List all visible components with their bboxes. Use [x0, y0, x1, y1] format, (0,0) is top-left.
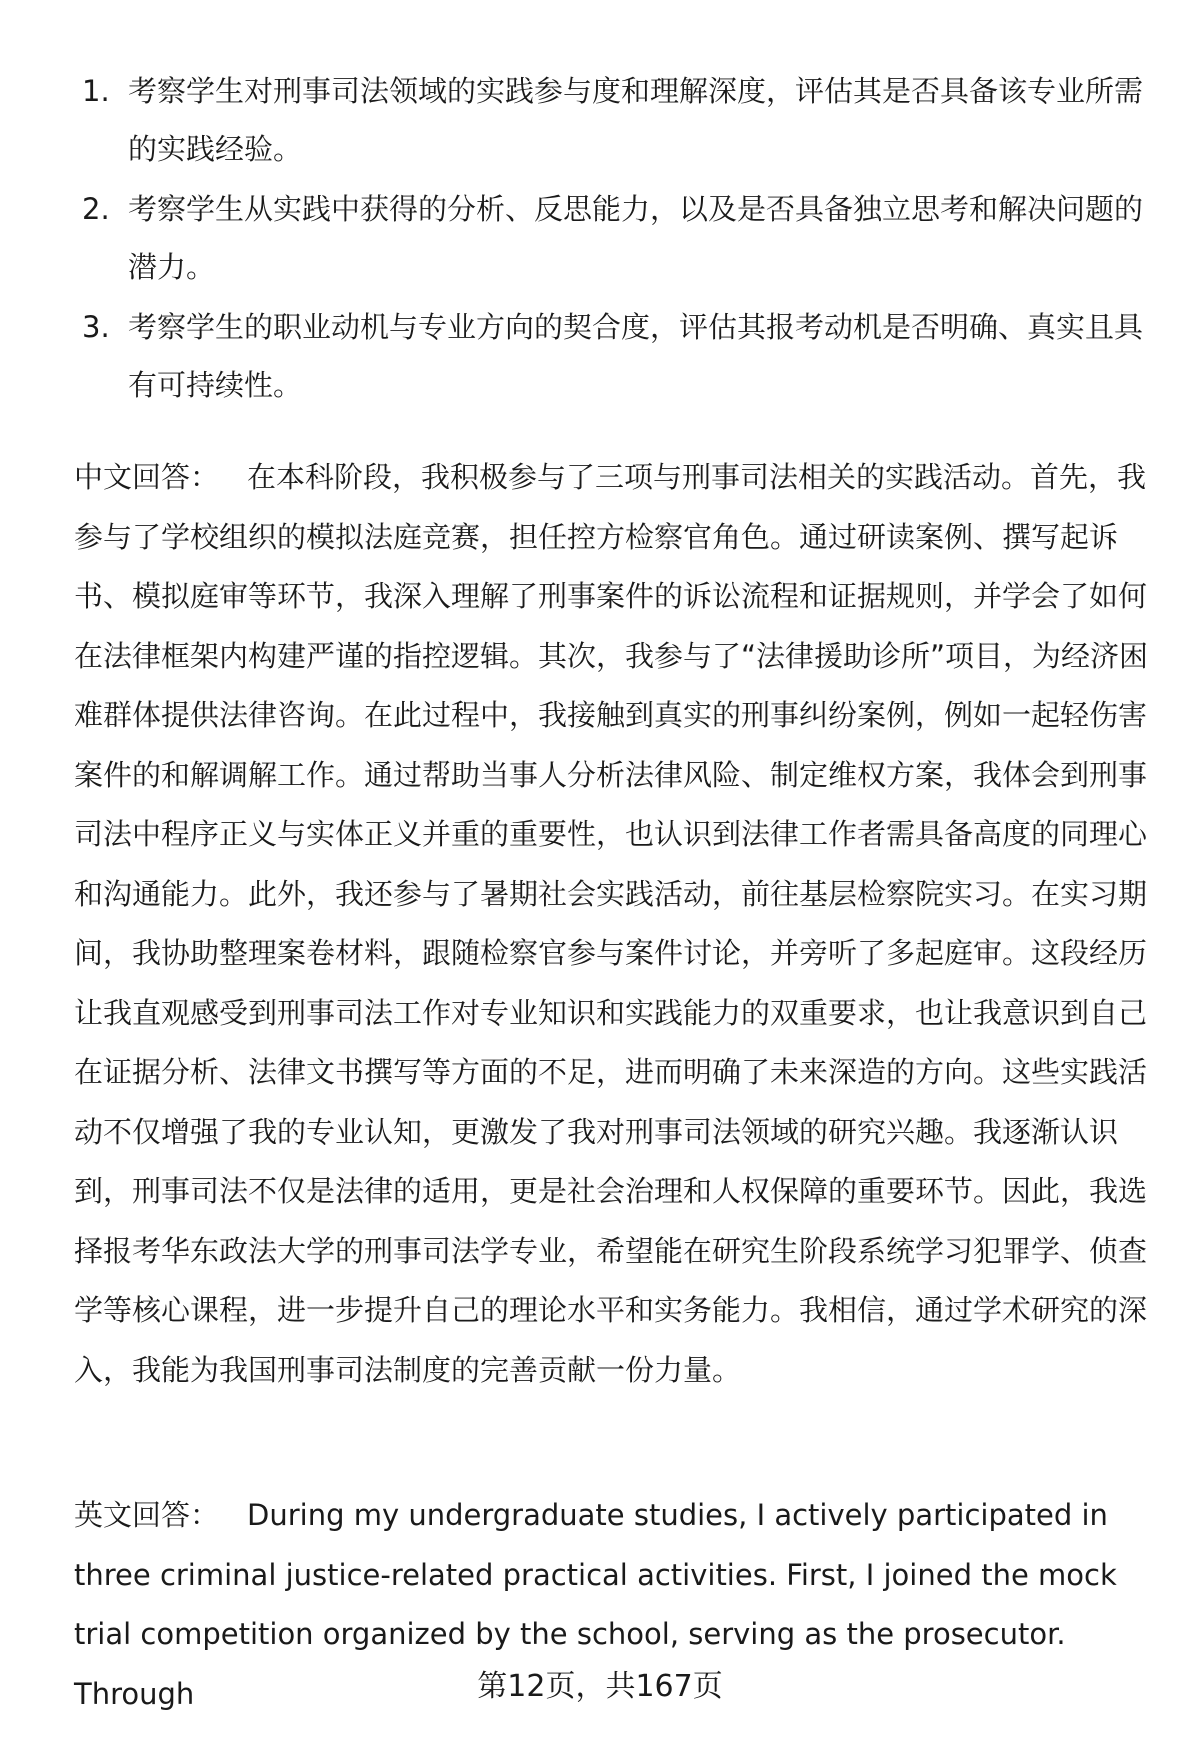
criteria-item	[82, 62, 1162, 178]
criteria-text: 考察学生对刑事司法领域的实践参与度和理解深度，评估其是否具备该专业所需的实践经验。	[128, 74, 1144, 166]
criteria-item	[82, 298, 1162, 414]
evaluation-criteria-list	[82, 62, 1162, 416]
chinese-answer-label: 中文回答：	[74, 460, 220, 494]
criteria-number: 1.	[82, 74, 110, 108]
criteria-number: 3.	[82, 310, 110, 344]
chinese-answer-text: 在本科阶段，我积极参与了三项与刑事司法相关的实践活动。首先，我参与了学校组织的模拟法庭竞赛，担任控方检察官角色。通过研读案例、撰写起诉书、模拟庭审等环节，我深入理解了刑事案件的诉讼流程和证据规则，并学会了如何在法律框架内构建严谨的指控逻辑。其次，我参与了“法律援助诊所”项目，为经济困难群体提供法律咨询。在此过程中，我接触到真实的刑事纠纷案例，例如一起轻伤害案件的和解调解工作。通过帮助当事人分析法律风险、制定维权方案，我体会到刑事司法中程序正义与实体正义并重的重要性，也认识到法律工作者需具备高度的同理心和沟通能力。此外，我还参与了暑期社会实践活动，前往基层检察院实习。在实习期间，我协助整理案卷材料，跟随检察官参与案件讨论，并旁听了多起庭审。这段经历让我直观感受到刑事司法工作对专业知识和实践能力的双重要求，也让我意识到自己在证据分析、法律文书撰写等方面的不足，进而明确了未来深造的方向。这些实践活动不仅增强了我的专业认知，更激发了我对刑事司法领域的研究兴趣。我逐渐认识到，刑事司法不仅是法律的适用，更是社会治理和人权保障的重要环节。因此，我选择报考华东政法大学的刑事司法学专业，希望能在研究生阶段系统学习犯罪学、侦查学等核心课程，进一步提升自己的理论水平和实务能力。我相信，通过学术研究的深入，我能为我国刑事司法制度的完善贡献一份力量。	[74, 460, 1149, 1387]
english-answer-label: 英文回答：	[74, 1498, 220, 1532]
chinese-answer	[74, 448, 1160, 1400]
criteria-item	[82, 180, 1162, 296]
criteria-number: 2.	[82, 192, 110, 226]
criteria-text: 考察学生从实践中获得的分析、反思能力，以及是否具备独立思考和解决问题的潜力。	[128, 192, 1144, 284]
criteria-text: 考察学生的职业动机与专业方向的契合度，评估其报考动机是否明确、真实且具有可持续性。	[128, 310, 1144, 402]
page-footer	[0, 1665, 1200, 1709]
english-answer-text: During my undergraduate studies, I actively participated in three criminal justice-related practical activities. First, I joined the mock trial competition organized by the school, serving as the prosecutor. Through	[74, 1498, 1117, 1711]
page-number: 第12页，共167页	[477, 1669, 723, 1704]
